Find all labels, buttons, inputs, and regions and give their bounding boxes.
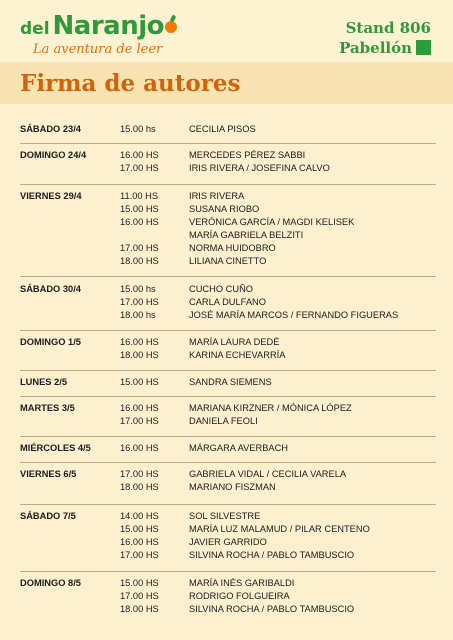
time-label: 17.00 HS [120, 469, 159, 479]
author-name: DANIELA FEOLI [189, 416, 258, 426]
author-name: SILVINA ROCHA / PABLO TAMBUSCIO [189, 550, 355, 560]
day-label: SÁBADO 23/4 [20, 124, 81, 134]
schedule-day-block [20, 376, 436, 389]
author-name: CARLA DULFANO [189, 297, 266, 307]
author-name: MARIANO FISZMAN [189, 482, 276, 492]
author-name: MARIANA KIRZNER / MÓNICA LÓPEZ [189, 403, 352, 413]
schedule-day-block [20, 510, 436, 562]
divider [20, 330, 436, 331]
schedule-row [20, 203, 436, 216]
schedule-row [20, 242, 436, 255]
author-name: MARÍA GABRIELA BELZITI [189, 230, 304, 240]
header [0, 0, 453, 62]
day-label: SÁBADO 30/4 [20, 284, 81, 294]
author-name: LILIANA CINETTO [189, 256, 267, 266]
day-label: DOMINGO 8/5 [20, 578, 81, 588]
schedule-row [20, 296, 436, 309]
schedule-row [20, 149, 436, 162]
brand-tagline: La aventura de leer [33, 42, 163, 57]
brand-del: del [20, 19, 50, 39]
divider [20, 462, 436, 463]
divider [20, 143, 436, 144]
time-label: 16.00 HS [120, 150, 159, 160]
author-name: IRIS RIVERA [189, 191, 245, 201]
time-label: 15.00 HS [120, 578, 159, 588]
green-square-icon [416, 40, 431, 55]
schedule-day-block [20, 283, 436, 322]
author-name: MARÍA LUZ MALAMUD / PILAR CENTENO [189, 524, 370, 534]
schedule-day-block [20, 577, 436, 616]
brand-name-line [20, 11, 177, 41]
divider [20, 436, 436, 437]
stand-number: Stand 806 [345, 19, 431, 37]
stand-pavilion-line [339, 38, 431, 58]
schedule-day-block [20, 336, 436, 362]
time-label: 16.00 HS [120, 443, 159, 453]
time-label: 18.00 HS [120, 482, 159, 492]
time-label: 17.00 HS [120, 591, 159, 601]
page-title: Firma de autores [20, 70, 241, 97]
schedule-row [20, 523, 436, 536]
time-label: 15.00 HS [120, 204, 159, 214]
schedule-row [20, 415, 436, 428]
day-label: VIERNES 29/4 [20, 191, 82, 201]
divider [20, 370, 436, 371]
time-label: 17.00 HS [120, 163, 159, 173]
time-label: 18.00 HS [120, 350, 159, 360]
author-name: MARÍA INÉS GARIBALDI [189, 578, 295, 588]
time-label: 16.00 HS [120, 403, 159, 413]
author-name: MÁRGARA AVERBACH [189, 443, 289, 453]
schedule-row [20, 603, 436, 616]
author-name: NORMA HUIDOBRO [189, 243, 276, 253]
time-label: 15.00 HS [120, 524, 159, 534]
schedule-row [20, 190, 436, 203]
time-label: 17.00 HS [120, 297, 159, 307]
author-name: SOL SILVESTRE [189, 511, 261, 521]
schedule-row [20, 123, 436, 136]
schedule-day-block [20, 402, 436, 428]
schedule-row [20, 309, 436, 322]
time-label: 17.00 HS [120, 416, 159, 426]
schedule-row [20, 216, 436, 229]
time-label: 15.00 HS [120, 377, 159, 387]
author-name: JAVIER GARRIDO [189, 537, 267, 547]
day-label: DOMINGO 24/4 [20, 150, 87, 160]
day-label: MIÉRCOLES 4/5 [20, 443, 91, 453]
schedule-day-block [20, 123, 436, 136]
author-name: MERCEDES PÉREZ SABBI [189, 150, 306, 160]
author-name: SUSANA RIOBO [189, 204, 260, 214]
time-label: 18.00 HS [120, 604, 159, 614]
time-label: 16.00 HS [120, 337, 159, 347]
stand-info [339, 18, 431, 58]
schedule-day-block [20, 149, 436, 175]
author-name: CECILIA PISOS [189, 124, 256, 134]
author-name: KARINA ECHEVARRÍA [189, 350, 286, 360]
author-name: JOSÉ MARÍA MARCOS / FERNANDO FIGUERAS [189, 310, 399, 320]
time-label: 14.00 HS [120, 511, 159, 521]
time-label: 17.00 HS [120, 243, 159, 253]
brand-name: Naranjo [52, 11, 164, 41]
schedule-row [20, 402, 436, 415]
author-name: CUCHO CUÑO [189, 284, 254, 294]
day-label: MARTES 3/5 [20, 403, 75, 413]
time-label: 16.00 HS [120, 217, 159, 227]
divider [20, 396, 436, 397]
schedule-row [20, 510, 436, 523]
day-label: SÁBADO 7/5 [20, 511, 76, 521]
schedule-row [20, 283, 436, 296]
divider [20, 504, 436, 505]
schedule-day-block [20, 468, 436, 494]
author-name: SILVINA ROCHA / PABLO TAMBUSCIO [189, 604, 355, 614]
author-name: RODRIGO FOLGUEIRA [189, 591, 290, 601]
schedule-row [20, 229, 436, 242]
schedule-row [20, 255, 436, 268]
schedule-row [20, 481, 436, 494]
time-label: 18.00 hs [120, 310, 156, 320]
time-label: 18.00 HS [120, 256, 159, 266]
schedule-row [20, 468, 436, 481]
author-name: MARÍA LAURA DEDÉ [189, 337, 280, 347]
brand-logo [20, 11, 177, 57]
author-name: GABRIELA VIDAL / CECILIA VARELA [189, 469, 347, 479]
schedule-row [20, 349, 436, 362]
day-label: VIERNES 6/5 [20, 469, 77, 479]
time-label: 16.00 HS [120, 537, 159, 547]
schedule-row [20, 577, 436, 590]
day-label: LUNES 2/5 [20, 377, 68, 387]
divider [20, 276, 436, 277]
time-label: 15.00 hs [120, 124, 156, 134]
schedule-row [20, 442, 436, 455]
schedule-row [20, 376, 436, 389]
time-label: 11.00 HS [120, 191, 159, 201]
schedule-row [20, 536, 436, 549]
stand-pavilion: Pabellón [339, 39, 412, 57]
schedule-row [20, 336, 436, 349]
orange-icon [165, 21, 177, 33]
schedule-day-block [20, 190, 436, 268]
schedule-day-block [20, 442, 436, 455]
time-label: 17.00 HS [120, 550, 159, 560]
schedule-row [20, 549, 436, 562]
schedule-row [20, 162, 436, 175]
day-label: DOMINGO 1/5 [20, 337, 81, 347]
divider [20, 184, 436, 185]
author-name: VERÓNICA GARCÍA / MAGDI KELISEK [189, 217, 355, 227]
time-label: 15.00 hs [120, 284, 156, 294]
divider [20, 571, 436, 572]
schedule-row [20, 590, 436, 603]
author-name: SANDRA SIEMENS [189, 377, 272, 387]
author-name: IRIS RIVERA / JOSEFINA CALVO [189, 163, 330, 173]
